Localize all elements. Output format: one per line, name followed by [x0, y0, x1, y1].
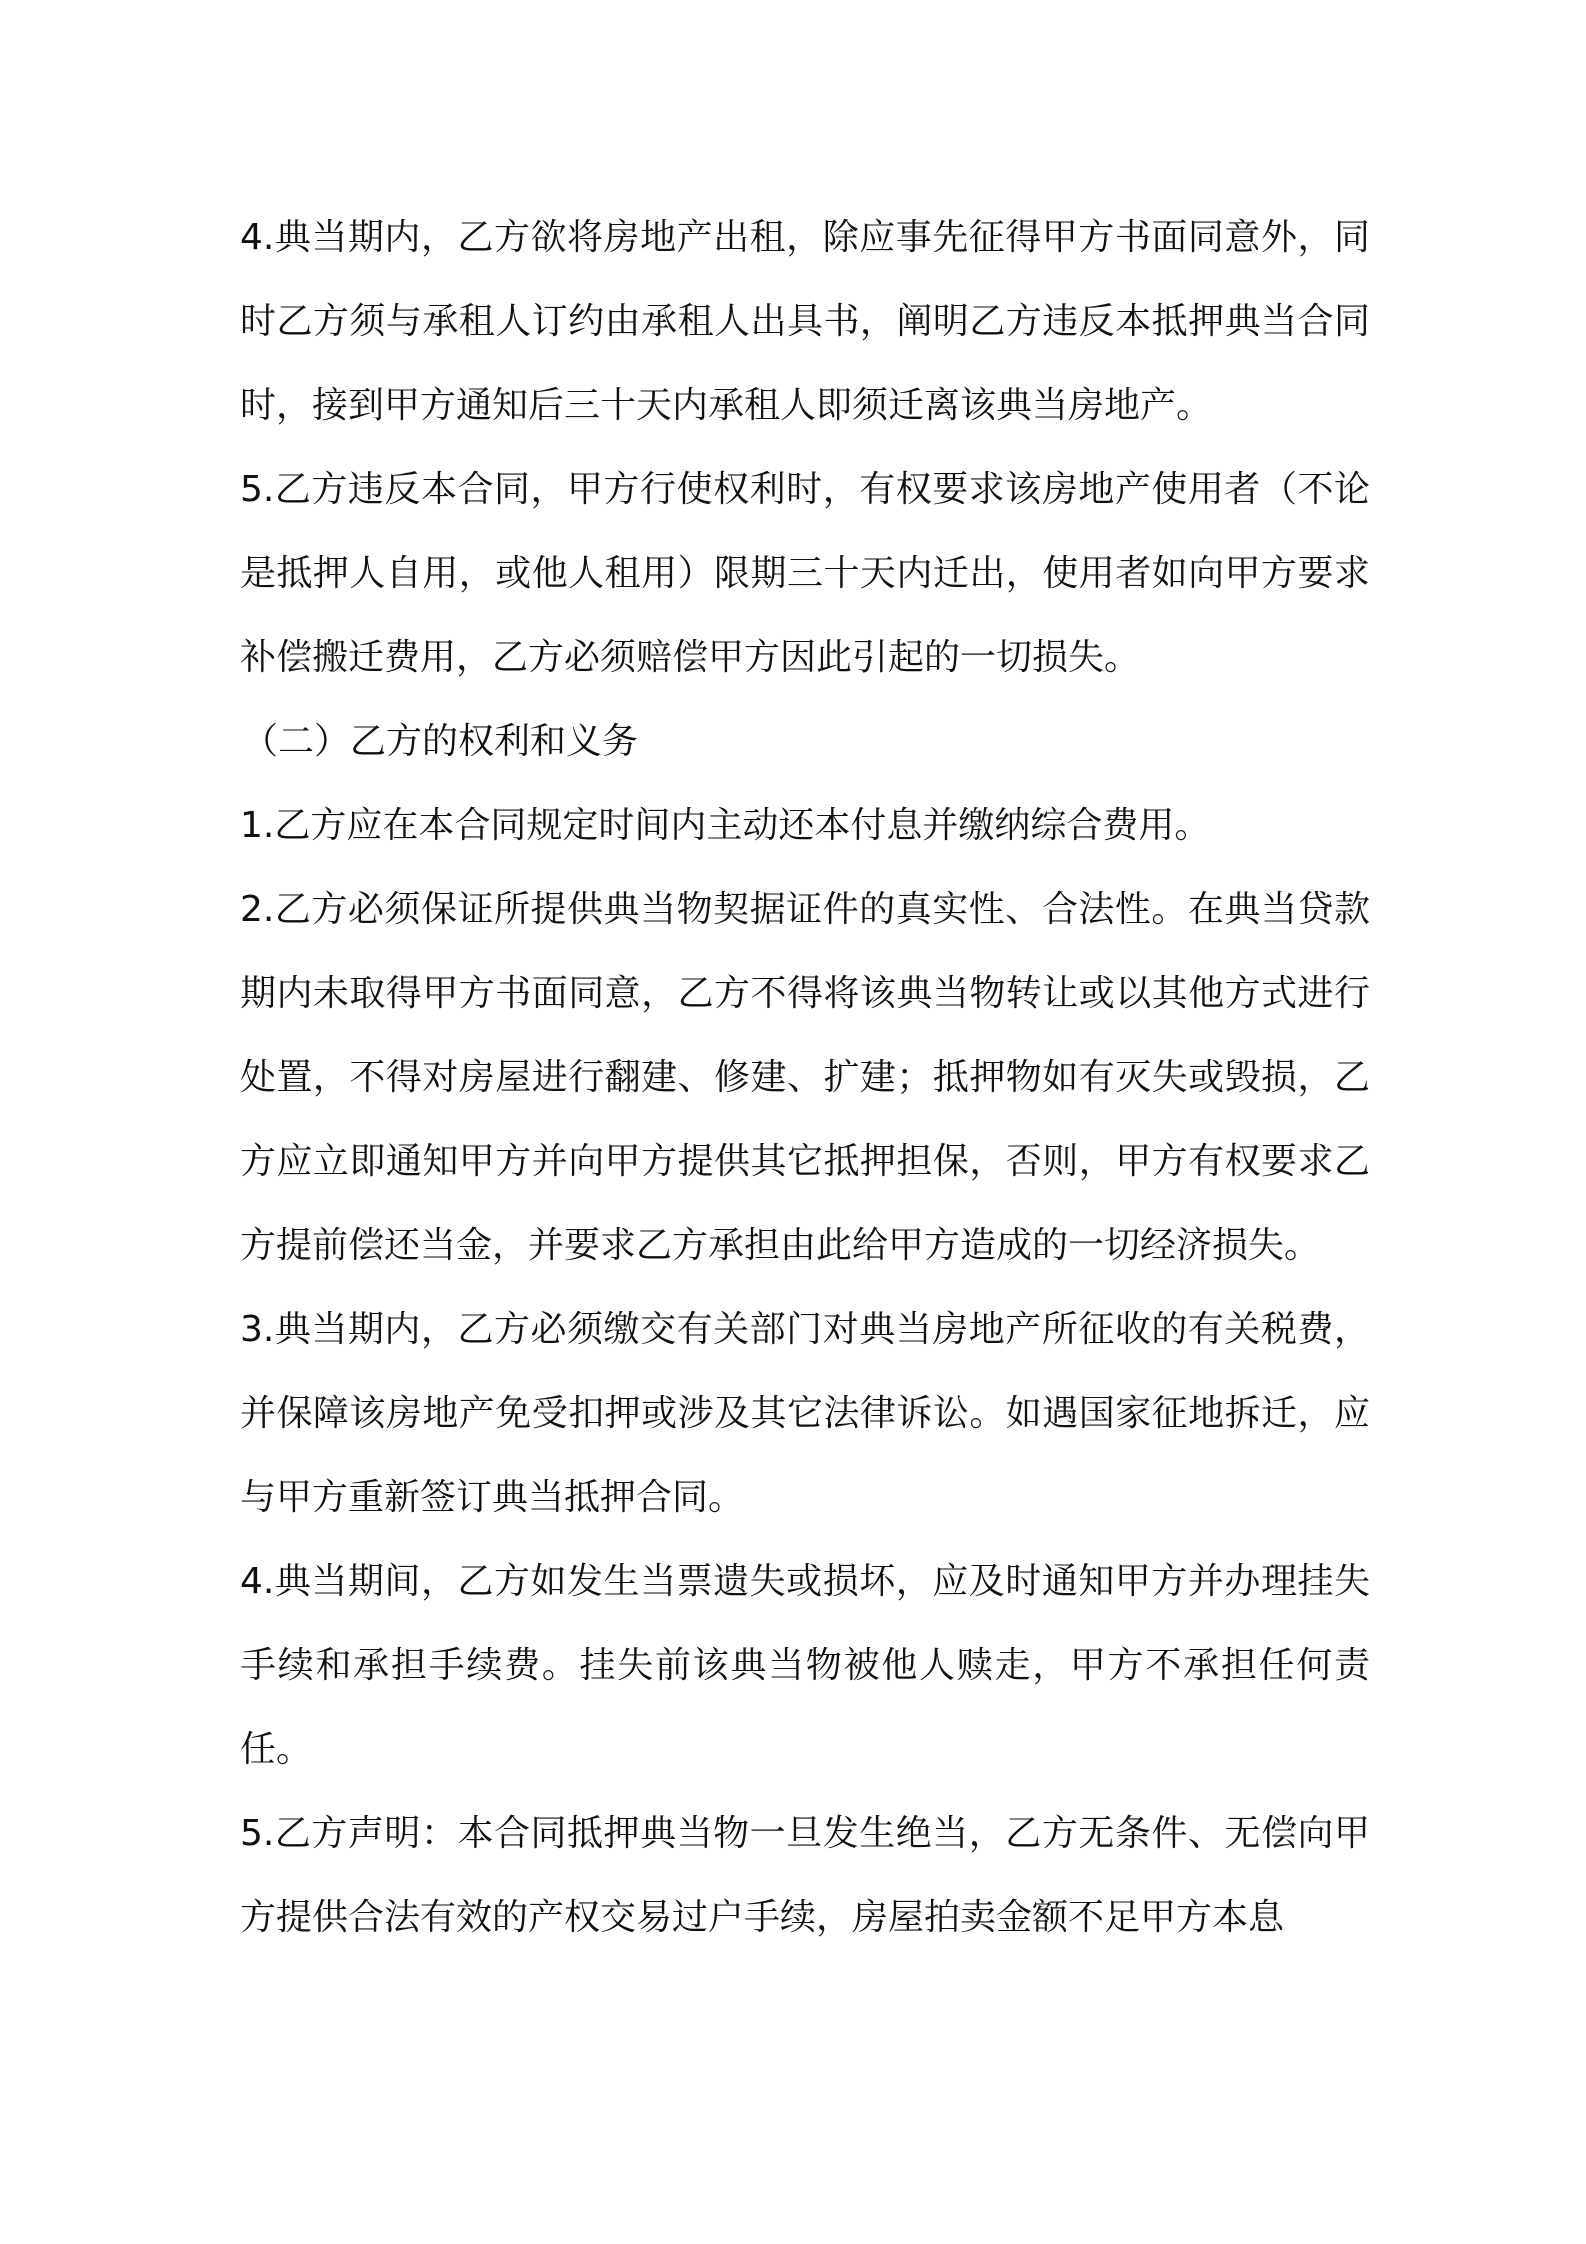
clause-b4-ticket-loss: 4.典当期间，乙方如发生当票遗失或损坏，应及时通知甲方并办理挂失手续和承担手续费。挂失前该典当物被他人赎走，甲方不承担任何责任。	[240, 1561, 1370, 1770]
clause-b5-declaration: 5.乙方声明：本合同抵押典当物一旦发生绝当，乙方无条件、无偿向甲方提供合法有效的产权交易过户手续，房屋拍卖金额不足甲方本息	[240, 1813, 1370, 1938]
clause-a5-eviction-rights: 5.乙方违反本合同，甲方行使权利时，有权要求该房地产使用者（不论是抵押人自用，或他人租用）限期三十天内迁出，使用者如向甲方要求补偿搬迁费用，乙方必须赔偿甲方因此引起的一切损失。	[240, 469, 1370, 678]
clause-b1-repayment: 1.乙方应在本合同规定时间内主动还本付息并缴纳综合费用。	[240, 805, 1211, 846]
clause-b2-document-authenticity: 2.乙方必须保证所提供典当物契据证件的真实性、合法性。在典当贷款期内未取得甲方书面同意，乙方不得将该典当物转让或以其他方式进行处置，不得对房屋进行翻建、修建、扩建；抵押物如有灭失或毁损，乙方应立即通知甲方并向甲方提供其它抵押担保，否则，甲方有权要求乙方提前偿还当金，并要求乙方承担由此给甲方造成的一切经济损失。	[240, 889, 1370, 1266]
contract-body	[240, 196, 1370, 1960]
section-heading-party-b-rights: （二）乙方的权利和义务	[242, 721, 639, 762]
clause-a4-lease-restriction: 4.典当期内，乙方欲将房地产出租，除应事先征得甲方书面同意外，同时乙方须与承租人订约由承租人出具书，阐明乙方违反本抵押典当合同时，接到甲方通知后三十天内承租人即须迁离该典当房地产。	[240, 217, 1370, 426]
clause-b3-taxes: 3.典当期内，乙方必须缴交有关部门对典当房地产所征收的有关税费，并保障该房地产免受扣押或涉及其它法律诉讼。如遇国家征地拆迁，应与甲方重新签订典当抵押合同。	[240, 1309, 1370, 1518]
